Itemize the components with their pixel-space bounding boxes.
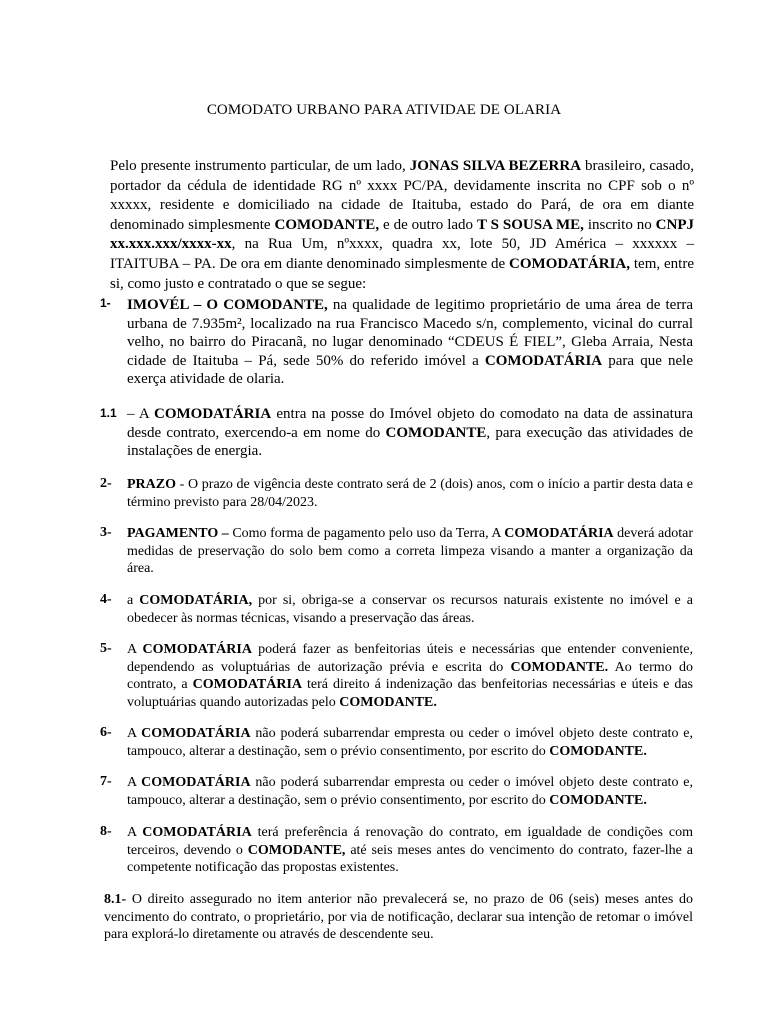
bold-text: COMODANTE. bbox=[549, 792, 647, 808]
bold-text: PRAZO bbox=[127, 477, 176, 492]
text-run: A bbox=[127, 825, 143, 840]
clause-text-content bbox=[104, 892, 693, 942]
bold-text: COMODANTE. bbox=[510, 659, 609, 675]
clause-text bbox=[127, 774, 693, 809]
clause-number: 6- bbox=[100, 725, 112, 740]
intro-paragraph bbox=[110, 157, 694, 294]
clause-number: 7- bbox=[100, 774, 112, 789]
text-run: Ao termo do contrato, a bbox=[127, 659, 693, 693]
clause-text bbox=[127, 641, 693, 711]
bold-text: COMODATÁRIA bbox=[504, 526, 614, 541]
text-run: para que nele exerça atividade de olaria. bbox=[127, 352, 694, 387]
text-run: Pelo presente instrumento particular, de um lado, bbox=[110, 158, 410, 174]
bold-text: COMODANTE. bbox=[339, 694, 437, 710]
text-run: O direito assegurado no item anterior não prevalecerá se, no prazo de 06 (seis) meses antes do vencimento do contrato, o proprietário, por via de notificação, declarar sua intenção de retomar o imóvel para explorá-lo diretamente ou através de descendente seu. bbox=[104, 892, 693, 943]
bold-text: COMODATÁRIA bbox=[192, 677, 303, 693]
clause-number: 4- bbox=[100, 592, 112, 607]
clause-number: 2- bbox=[100, 476, 112, 491]
text-run: brasileiro, casado, portador da cédula de identidade RG nº xxxx PC/PA, devidamente inscrita no CPF sob o nº xxxxx, residente e domiciliado na cidade de Itaituba, estado do Pará, de ora em diante denominado simplesmente bbox=[110, 158, 694, 233]
clause-text bbox=[127, 405, 693, 461]
text-run: Como forma de pagamento pelo uso da Terra, A bbox=[228, 526, 505, 541]
bold-text: COMODATÁRIA bbox=[142, 642, 252, 657]
clause-text bbox=[127, 824, 693, 877]
text-run: , para execução das atividades de instalações de energia. bbox=[127, 424, 693, 459]
text-run: tem, entre si, como justo e contratado o que se segue: bbox=[110, 255, 694, 292]
document-title: COMODATO URBANO PARA ATIVIDAE DE OLARIA bbox=[206, 102, 562, 118]
text-run: A bbox=[127, 775, 142, 790]
text-run: e de outro lado bbox=[379, 216, 477, 233]
bold-text: IMOVÉL – O COMODANTE, bbox=[127, 297, 328, 313]
clause-text bbox=[127, 476, 693, 511]
text-run: - O prazo de vigência deste contrato será de 2 (dois) anos, com o início a partir desta data e término previsto para 28/04/2023. bbox=[127, 477, 693, 510]
clause-number: 8.1- bbox=[104, 892, 127, 907]
bold-text: COMODANTE. bbox=[549, 743, 647, 759]
clause-number: 8- bbox=[100, 824, 112, 839]
bold-text: COMODATÁRIA bbox=[141, 775, 251, 790]
bold-text: COMODANTE, bbox=[274, 216, 380, 233]
text-run: não poderá subarrendar empresta ou ceder o imóvel objeto deste contrato e, tampouco, alterar a destinação, sem o prévio consentimento, por escrito do bbox=[127, 726, 693, 759]
text-run: A bbox=[127, 642, 143, 657]
bold-text: COMODATÁRIA bbox=[142, 825, 252, 840]
bold-text: COMODATÁRIA, bbox=[509, 255, 631, 272]
bold-text: COMODATÁRIA bbox=[141, 726, 251, 741]
bold-text: CNPJ xx.xxx.xxx/xxxx-xx bbox=[110, 216, 694, 253]
bold-text: COMODATÁRIA bbox=[484, 352, 603, 369]
clause-text bbox=[127, 725, 693, 760]
bold-text: COMODANTE bbox=[385, 424, 487, 441]
text-run: a bbox=[127, 593, 140, 608]
bold-text: JONAS SILVA BEZERRA bbox=[409, 158, 582, 174]
text-run: A bbox=[127, 726, 142, 741]
bold-text: COMODATÁRIA bbox=[154, 406, 272, 422]
bold-text: COMODATÁRIA, bbox=[139, 593, 253, 608]
text-run: , na Rua Um, nºxxxx, quadra xx, lote 50, JD América – xxxxxx – ITAITUBA – PA. De ora em diante denominado simplesmente de bbox=[110, 236, 694, 272]
clause-text bbox=[127, 592, 693, 627]
text-run: terá direito á indenização das benfeitorias necessárias e úteis e das voluptuárias quando autorizadas pelo bbox=[127, 677, 693, 710]
text-run: deverá adotar medidas de preservação do solo bem como a correta limpeza visando a manter a organização da área. bbox=[127, 526, 693, 577]
clause-text bbox=[104, 891, 693, 944]
text-run: na qualidade de legitimo proprietário de uma área de terra urbana de 7.935m², localizado na rua Francisco Macedo s/n, complemento, vicinal do curral velho, no bairro do Piracanã, no lugar denominado “CDEUS É FIEL”, Gleba Arraia, Nesta cidade de Itaituba – Pá, sede 50% do referido imóvel a bbox=[127, 297, 693, 369]
text-run: terá preferência á renovação do contrato, em igualdade de condições com terceiros, devendo o bbox=[127, 825, 693, 858]
bold-text: T S SOUSA ME, bbox=[476, 216, 584, 233]
clause-number: 3- bbox=[100, 525, 112, 540]
text-run: por si, obriga-se a conservar os recursos naturais existente no imóvel e a obedecer às normas técnicas, visando a preservação das áreas. bbox=[127, 593, 694, 626]
clause-number: 5- bbox=[100, 641, 112, 656]
text-run: inscrito no bbox=[583, 216, 656, 233]
clause-number: 1.1 bbox=[100, 406, 117, 420]
bold-text: PAGAMENTO – bbox=[127, 526, 229, 541]
text-run: – A bbox=[127, 406, 154, 422]
bold-text: COMODANTE, bbox=[247, 842, 346, 858]
text-run: poderá fazer as benfeitorias úteis e necessárias que entender conveniente, dependendo as voluptuárias de autorização prévia e escrita do bbox=[127, 642, 693, 675]
text-run: entra na posse do Imóvel objeto do comodato na data de assinatura desde contrato, exercendo-a em nome do bbox=[127, 406, 693, 441]
text-run: não poderá subarrendar empresta ou ceder o imóvel objeto deste contrato e, tampouco, alterar a destinação, sem o prévio consentimento, por escrito do bbox=[127, 775, 693, 808]
clause-text bbox=[127, 296, 693, 389]
clause-number: 1- bbox=[100, 296, 111, 310]
text-run: até seis meses antes do vencimento do contrato, fazer-lhe a competente notificação das propostas existentes. bbox=[127, 842, 693, 876]
clause-text bbox=[127, 525, 693, 578]
